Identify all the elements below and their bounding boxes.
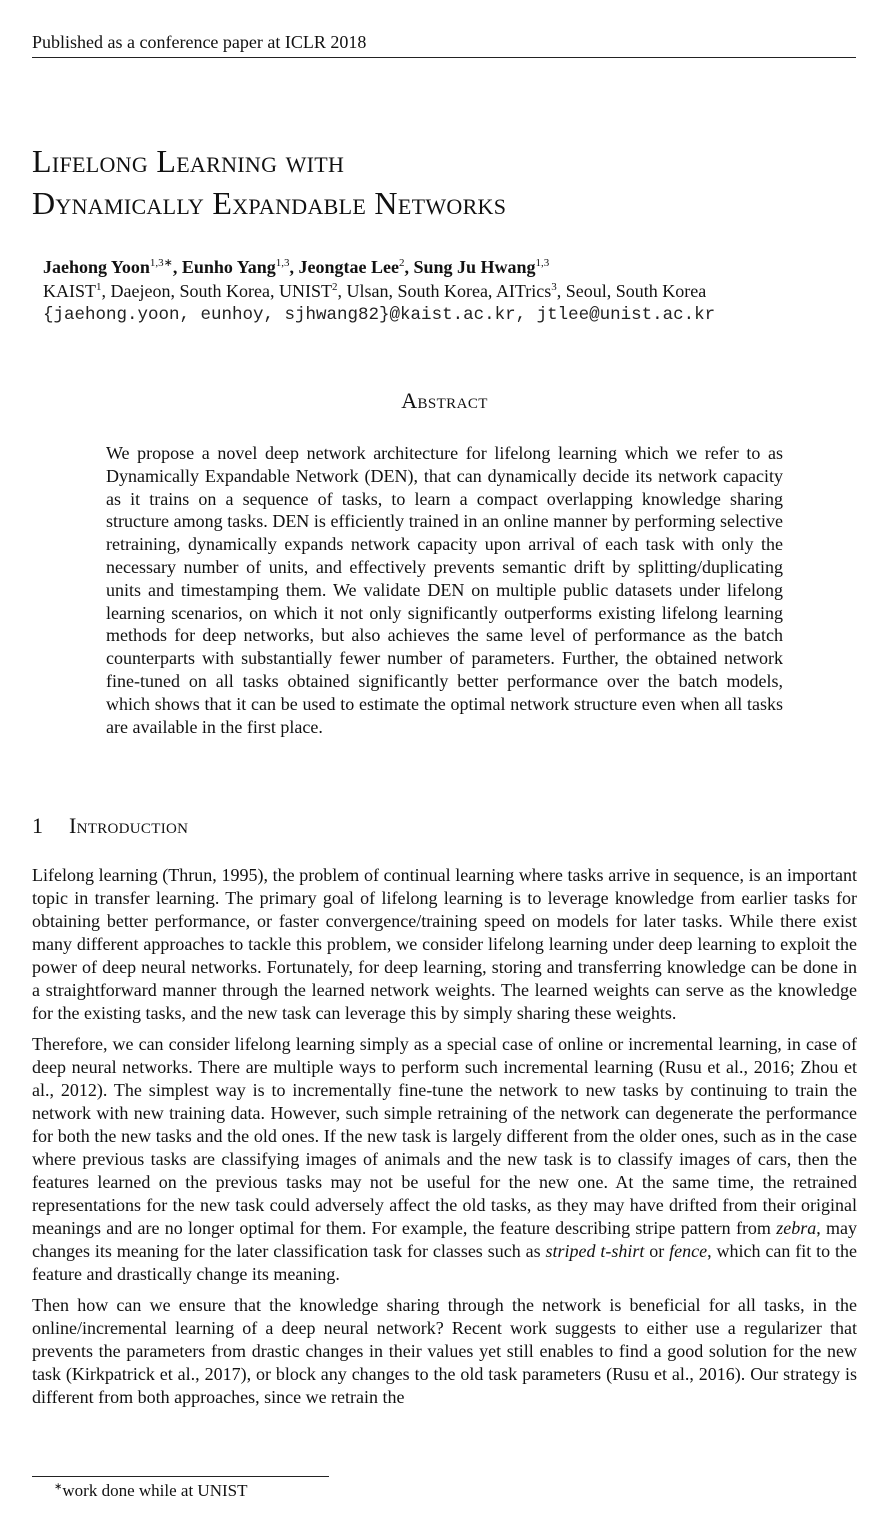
author-block <box>43 255 863 327</box>
section-number: 1 <box>32 813 44 838</box>
author-separator: , <box>404 257 414 277</box>
paragraph-text: or <box>644 1241 670 1261</box>
running-header: Published as a conference paper at ICLR 2018 <box>32 30 856 58</box>
affiliation-text: , Ulsan, South Korea, AITrics <box>337 281 552 301</box>
introduction-body <box>32 864 857 1417</box>
affiliation-mark: 2 <box>331 281 338 293</box>
author-name: Sung Ju Hwang <box>413 257 536 277</box>
author-name: Eunho Yang <box>181 257 276 277</box>
author-affiliation-mark: 1,3 <box>535 257 550 269</box>
abstract-heading: Abstract <box>401 388 488 413</box>
affiliation-text: , Daejeon, South Korea, UNIST <box>101 281 332 301</box>
paragraph-text: , which can fit to the feature and drastically change its meaning. <box>32 1241 857 1284</box>
affiliation-mark: 3 <box>551 281 557 293</box>
paragraph <box>32 1033 857 1286</box>
emphasis-text: zebra <box>776 1218 817 1238</box>
paragraph-text: , may changes its meaning for the later classification task for classes such as <box>32 1218 857 1261</box>
author-names <box>43 255 863 279</box>
emphasis-text: striped t-shirt <box>545 1241 645 1261</box>
affiliation-text: KAIST <box>43 281 96 301</box>
author-affiliation-mark: 1,3 <box>275 257 290 269</box>
section-heading <box>32 812 632 840</box>
affiliation-text: , Seoul, South Korea <box>556 281 707 301</box>
author-separator: , <box>289 257 299 277</box>
footnote-text: work done while at UNIST <box>62 1481 248 1500</box>
footnote <box>54 1480 654 1502</box>
author-name: Jeongtae Lee <box>298 257 399 277</box>
author-name: Jaehong Yoon <box>43 257 150 277</box>
author-emails: {jaehong.yoon, eunhoy, sjhwang82}@kaist.ac.kr, jtlee@unist.ac.kr <box>43 305 716 325</box>
section-title: Introduction <box>69 813 189 838</box>
footnote-mark: ∗ <box>54 1481 63 1493</box>
author-affiliation-mark: 1,3∗ <box>149 257 173 269</box>
title-line-2: Dynamically Expandable Networks <box>32 185 507 221</box>
footnote-rule <box>32 1476 329 1477</box>
paragraph: Lifelong learning (Thrun, 1995), the problem of continual learning where tasks arrive in sequence, is an important topic in transfer learning. The primary goal of lifelong learning is to leverage knowledge from earlier tasks for obtaining better performance, or faster convergence/training speed on models for later tasks. While there exist many different approaches to tackle this problem, we consider lifelong learning under deep learning to exploit the power of deep neural networks. Fortunately, for deep learning, storing and transferring knowledge can be done in a straightforward manner through the learned network weights. The learned weights can serve as the knowledge for the existing tasks, and the new task can leverage this by simply sharing these weights. <box>32 865 857 1023</box>
author-separator: , <box>172 257 182 277</box>
paper-title <box>32 140 862 224</box>
paragraph: Then how can we ensure that the knowledge sharing through the network is beneficial for all tasks, in the online/incremental learning of a deep neural network? Recent work suggests to either use a regularizer that prevents the parameters from drastic changes in their values yet still enables to find a good solution for the new task (Kirkpatrick et al., 2017), or block any changes to the old task parameters (Rusu et al., 2016). Our strategy is different from both approaches, since we retrain the <box>32 1295 857 1407</box>
title-line-1: Lifelong Learning with <box>32 143 345 179</box>
abstract-text: We propose a novel deep network architecture for lifelong learning which we refer to as Dynamically Expandable Network (DEN), that can dynamically decide its network capacity as it trains on a sequence of tasks, to learn a compact overlapping knowledge sharing structure among tasks. DEN is efficiently trained in an online manner by performing selective retraining, dynamically expands network capacity upon arrival of each task with only the necessary number of units, and effectively prevents semantic drift by splitting/duplicating units and timestamping them. We validate DEN on multiple public datasets under lifelong learning scenarios, on which it not only significantly outperforms existing lifelong learning methods for deep networks, but also achieves the same level of performance as the batch counterparts with substantially fewer number of parameters. Further, the obtained network fine-tuned on all tasks obtained significantly better performance over the batch models, which shows that it can be used to estimate the optimal network structure even when all tasks are available in the first place. <box>106 443 783 737</box>
author-affiliation-mark: 2 <box>398 257 405 269</box>
affiliation-mark: 1 <box>96 281 102 293</box>
paragraph-text: Therefore, we can consider lifelong learning simply as a special case of online or incremental learning, in case of deep neural networks. There are multiple ways to perform such incremental learning (Rusu et al., 2016; Zhou et al., 2012). The simplest way is to incrementally fine-tune the network to new tasks by continuing to train the network with new training data. However, such simple retraining of the network can degenerate the performance for both the new tasks and the old ones. If the new task is largely different from the older ones, such as in the case where previous tasks are classifying images of animals and the new task is to classify images of cars, then the features learned on the previous tasks may not be useful for the new one. At the same time, the retrained representations for the new task could adversely affect the old tasks, as they may have drifted from their original meanings and are no longer optimal for them. For example, the feature describing stripe pattern from <box>32 1034 857 1238</box>
emphasis-text: fence <box>669 1241 708 1261</box>
affiliations <box>43 279 863 303</box>
